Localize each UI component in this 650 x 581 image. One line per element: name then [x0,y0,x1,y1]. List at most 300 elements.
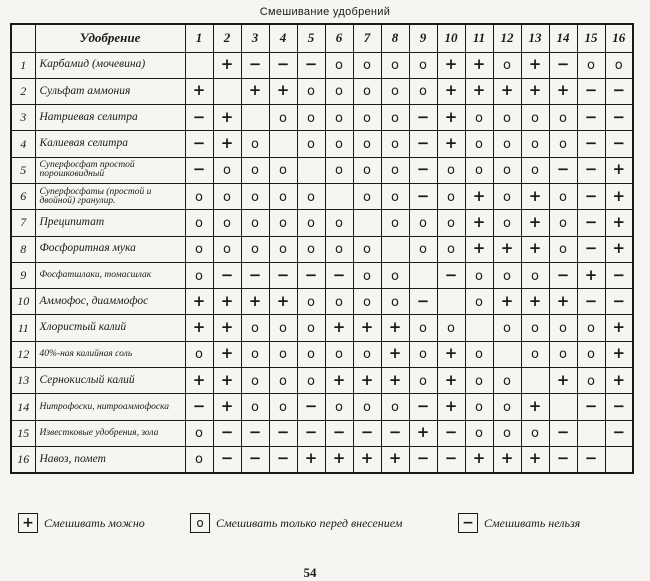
plus-mark: + [472,239,486,258]
compatibility-cell [409,210,437,236]
circle-mark: o [223,163,231,179]
compatibility-cell [549,289,577,315]
fertilizer-name: Суперфосфат простой порошковидный [35,157,185,183]
minus-mark: − [416,291,430,310]
circle-mark: o [531,426,539,442]
compatibility-cell [297,236,325,262]
compatibility-cell [381,157,409,183]
compatibility-cell [605,183,633,209]
compatibility-cell [577,78,605,104]
compatibility-cell [213,368,241,394]
table-header-row [11,24,633,52]
table-row [11,446,633,472]
circle-mark: o [251,189,259,205]
circle-mark: o [195,242,203,258]
legend-circle-text: Смешивать только перед внесением [216,515,403,530]
circle-mark: o [503,58,511,74]
compatibility-cell [437,368,465,394]
plus-mark: + [612,212,626,231]
circle-mark: o [587,373,595,389]
compatibility-cell [521,52,549,78]
compatibility-cell [241,131,269,157]
minus-mark: − [556,265,570,284]
circle-mark: o [475,373,483,389]
compatibility-table [10,23,634,474]
plus-mark: + [500,449,514,468]
minus-mark: − [416,160,430,179]
circle-mark: o [335,163,343,179]
plus-mark: + [388,344,402,363]
circle-mark: o [559,347,567,363]
compatibility-cell [521,315,549,341]
compatibility-cell [577,157,605,183]
circle-mark: o [363,347,371,363]
circle-mark: o [363,189,371,205]
minus-mark: − [584,397,598,415]
circle-mark: o [307,189,315,205]
compatibility-cell [325,78,353,104]
row-index: 14 [11,394,35,420]
compatibility-cell [185,183,213,209]
plus-mark: + [248,81,262,100]
circle-mark: o [447,242,455,258]
compatibility-cell [325,289,353,315]
table-row [11,78,633,104]
minus-mark: − [192,160,206,179]
compatibility-cell [549,315,577,341]
circle-mark: o [531,268,539,284]
compatibility-cell [409,157,437,183]
plus-mark: + [444,370,458,389]
compatibility-cell [605,368,633,394]
compatibility-cell [213,236,241,262]
compatibility-cell [493,262,521,288]
compatibility-cell [381,341,409,367]
circle-mark: o [614,58,623,74]
minus-mark: − [612,134,626,153]
compatibility-cell [605,105,633,131]
circle-mark: o [279,189,287,205]
compatibility-cell [213,315,241,341]
minus-mark: − [416,134,430,153]
plus-mark: + [220,370,234,389]
circle-mark: o [335,347,343,363]
compatibility-cell [577,289,605,315]
circle-mark: o [335,242,343,258]
compatibility-cell [437,289,465,315]
plus-mark: + [444,344,458,363]
minus-mark: − [584,134,598,153]
compatibility-cell [605,394,633,420]
circle-mark: o [251,215,259,231]
circle-mark: o [363,242,371,258]
compatibility-cell [493,210,521,236]
circle-mark: o [559,189,567,205]
plus-mark: + [332,370,346,389]
minus-mark: − [304,423,318,442]
minus-mark: − [584,212,598,231]
compatibility-cell [577,131,605,157]
circle-mark: o [391,215,399,231]
compatibility-cell [297,289,325,315]
plus-mark: + [528,212,542,231]
compatibility-cell [325,446,353,472]
circle-mark: o [335,84,343,100]
fertilizer-name: Аммофос, диаммофос [35,289,185,315]
header-index-blank [11,24,35,52]
compatibility-cell [465,420,493,446]
circle-mark: o [251,163,259,179]
compatibility-cell [353,394,381,420]
compatibility-cell [549,341,577,367]
legend-item-circle [190,511,402,535]
plus-mark: + [528,55,542,74]
circle-mark: o [251,373,259,389]
minus-mark: − [248,449,262,468]
circle-mark: o [391,137,399,153]
compatibility-cell [521,183,549,209]
circle-mark: o [419,58,427,74]
circle-mark: o [419,321,427,337]
compatibility-cell [577,52,605,78]
circle-mark: o [559,242,567,258]
circle-mark: o [503,189,511,205]
compatibility-cell [465,446,493,472]
compatibility-cell [493,420,521,446]
circle-mark: o [363,268,371,284]
table-row [11,420,633,446]
plus-mark: + [220,344,234,363]
table-body [11,52,633,473]
circle-mark: o [503,321,511,337]
compatibility-cell [269,262,297,288]
plus-mark: + [388,449,402,468]
compatibility-cell [213,52,241,78]
row-index: 4 [11,131,35,157]
compatibility-cell [409,289,437,315]
compatibility-cell [465,105,493,131]
column-header: 3 [241,24,269,52]
compatibility-cell [297,420,325,446]
circle-mark: o [391,294,399,310]
row-index: 2 [11,78,35,104]
circle-mark: o [447,189,455,205]
compatibility-cell [605,289,633,315]
compatibility-cell [297,131,325,157]
circle-mark: o [475,426,483,442]
plus-mark: + [304,449,318,468]
compatibility-cell [605,420,633,446]
compatibility-cell [353,236,381,262]
compatibility-cell [521,289,549,315]
compatibility-cell [325,368,353,394]
compatibility-cell [577,315,605,341]
circle-mark: o [475,137,483,153]
compatibility-cell [353,78,381,104]
compatibility-cell [241,289,269,315]
compatibility-cell [521,105,549,131]
table-row [11,341,633,367]
plus-mark: + [472,449,486,468]
compatibility-cell [493,78,521,104]
minus-mark: − [612,107,626,126]
circle-mark: o [503,400,511,415]
compatibility-cell [409,394,437,420]
compatibility-cell [185,368,213,394]
table-row [11,210,633,236]
row-index: 15 [11,420,35,446]
compatibility-cell [465,236,493,262]
compatibility-cell [437,315,465,341]
compatibility-cell [185,105,213,131]
fertilizer-name: Калиевая селитра [35,131,185,157]
table-row [11,157,633,183]
compatibility-cell [213,183,241,209]
minus-mark: − [332,423,346,442]
page-number: 54 [303,565,317,580]
circle-mark: o [419,347,427,363]
compatibility-cell [353,131,381,157]
compatibility-cell [605,157,633,183]
legend [18,511,638,535]
compatibility-cell [437,210,465,236]
minus-mark: − [556,160,570,179]
minus-mark: − [276,423,290,442]
compatibility-cell [325,105,353,131]
minus-icon: − [462,515,474,531]
compatibility-cell [381,210,409,236]
circle-mark: o [559,110,567,126]
circle-mark: o [419,242,427,258]
compatibility-cell [241,262,269,288]
compatibility-cell [577,183,605,209]
compatibility-cell [577,105,605,131]
compatibility-cell [353,341,381,367]
plus-mark: + [612,370,626,389]
minus-mark: − [612,397,626,415]
circle-mark: o [559,321,567,337]
compatibility-cell [521,368,549,394]
column-header: 7 [353,24,381,52]
compatibility-cell [521,131,549,157]
compatibility-cell [437,157,465,183]
compatibility-cell [409,262,437,288]
compatibility-cell [549,183,577,209]
column-header: 11 [465,24,493,52]
compatibility-cell [213,78,241,104]
compatibility-cell [325,183,353,209]
circle-mark: o [363,163,371,179]
circle-mark: o [363,110,371,126]
circle-mark: o [447,321,455,337]
circle-mark: o [223,215,231,231]
compatibility-cell [185,341,213,367]
minus-mark: − [192,134,206,153]
fertilizer-name: Сернокислый калий [35,368,185,394]
plus-mark: + [472,81,486,100]
compatibility-cell [605,315,633,341]
legend-circle-box [190,513,210,533]
circle-mark: o [391,110,399,126]
plus-mark: + [444,397,458,415]
compatibility-cell [465,183,493,209]
compatibility-cell [465,289,493,315]
compatibility-cell [185,236,213,262]
compatibility-cell [409,420,437,446]
compatibility-cell [297,262,325,288]
column-header: 16 [605,24,633,52]
circle-mark: o [587,347,595,363]
compatibility-cell [353,183,381,209]
legend-item-minus [458,511,580,535]
plus-mark: + [388,318,402,337]
compatibility-cell [213,341,241,367]
plus-mark: + [332,318,346,337]
fertilizer-name: Нитрофоски, нитроаммофоска [35,394,185,420]
compatibility-cell [605,131,633,157]
circle-mark: o [307,215,315,231]
plus-mark: + [472,212,486,231]
minus-mark: − [584,449,598,468]
circle-mark: o [307,137,315,153]
compatibility-cell [493,289,521,315]
compatibility-cell [241,315,269,341]
circle-mark: o [531,321,539,337]
table-row [11,394,633,420]
compatibility-cell [297,78,325,104]
compatibility-cell [465,131,493,157]
compatibility-cell [493,131,521,157]
circle-mark: o [363,137,371,153]
row-index: 13 [11,368,35,394]
circle-mark: o [307,373,315,389]
circle-mark: o [279,215,287,231]
column-header: 15 [577,24,605,52]
compatibility-cell [605,262,633,288]
circle-mark: o [503,110,511,126]
compatibility-cell [325,341,353,367]
circle-mark: o [503,426,511,442]
compatibility-cell [409,52,437,78]
minus-mark: − [556,449,570,468]
compatibility-cell [269,52,297,78]
compatibility-cell [297,157,325,183]
column-header: 5 [297,24,325,52]
compatibility-cell [185,52,213,78]
compatibility-cell [409,105,437,131]
circle-mark: o [419,215,427,231]
column-header: 10 [437,24,465,52]
minus-mark: − [192,107,206,126]
compatibility-cell [353,262,381,288]
plus-mark: + [472,55,486,74]
plus-mark: + [556,81,570,100]
compatibility-cell [241,210,269,236]
minus-mark: − [612,81,626,100]
plus-mark: + [192,291,206,310]
minus-mark: − [612,423,626,442]
circle-mark: o [195,215,203,231]
fertilizer-name: Сульфат аммония [35,78,185,104]
fertilizer-name: Известковые удобрения, зола [35,420,185,446]
plus-mark: + [500,81,514,100]
minus-mark: − [332,265,346,284]
compatibility-cell [493,183,521,209]
compatibility-cell [241,52,269,78]
compatibility-cell [213,420,241,446]
table-row [11,105,633,131]
fertilizer-name: Натриевая селитра [35,105,185,131]
compatibility-cell [297,341,325,367]
circle-mark: o [531,347,539,363]
plus-mark: + [500,239,514,258]
compatibility-cell [381,289,409,315]
compatibility-cell [493,394,521,420]
compatibility-cell [521,394,549,420]
compatibility-cell [269,420,297,446]
compatibility-cell [465,210,493,236]
circle-mark: o [503,137,511,153]
compatibility-cell [353,289,381,315]
circle-icon: o [196,516,204,530]
compatibility-cell [213,105,241,131]
circle-mark: o [307,347,315,363]
plus-mark: + [612,344,626,363]
compatibility-cell [381,52,409,78]
circle-mark: o [195,347,203,363]
compatibility-cell [521,78,549,104]
circle-mark: o [195,426,203,442]
fertilizer-name: Хлористый калий [35,315,185,341]
circle-mark: o [419,373,427,389]
compatibility-cell [437,262,465,288]
compatibility-cell [521,157,549,183]
compatibility-cell [605,341,633,367]
circle-mark: o [475,268,483,284]
minus-mark: − [192,397,206,415]
compatibility-cell [353,210,381,236]
compatibility-cell [381,262,409,288]
circle-mark: o [559,215,567,231]
circle-mark: o [391,163,399,179]
legend-minus-text: Смешивать нельзя [484,515,581,530]
compatibility-cell [381,78,409,104]
compatibility-cell [521,210,549,236]
compatibility-cell [549,52,577,78]
circle-mark: o [391,58,399,74]
row-index: 8 [11,236,35,262]
compatibility-cell [241,420,269,446]
row-index: 5 [11,157,35,183]
compatibility-cell [381,183,409,209]
compatibility-cell [381,105,409,131]
plus-mark: + [528,81,542,100]
circle-mark: o [531,110,539,126]
plus-mark: + [220,397,234,415]
compatibility-cell [325,131,353,157]
compatibility-cell [465,394,493,420]
plus-mark: + [472,186,486,205]
circle-mark: o [531,163,539,179]
circle-mark: o [307,84,315,100]
plus-mark: + [360,370,374,389]
compatibility-cell [549,262,577,288]
compatibility-cell [493,341,521,367]
circle-mark: o [307,110,315,126]
legend-item-plus [18,511,145,535]
compatibility-cell [185,131,213,157]
table-row [11,368,633,394]
